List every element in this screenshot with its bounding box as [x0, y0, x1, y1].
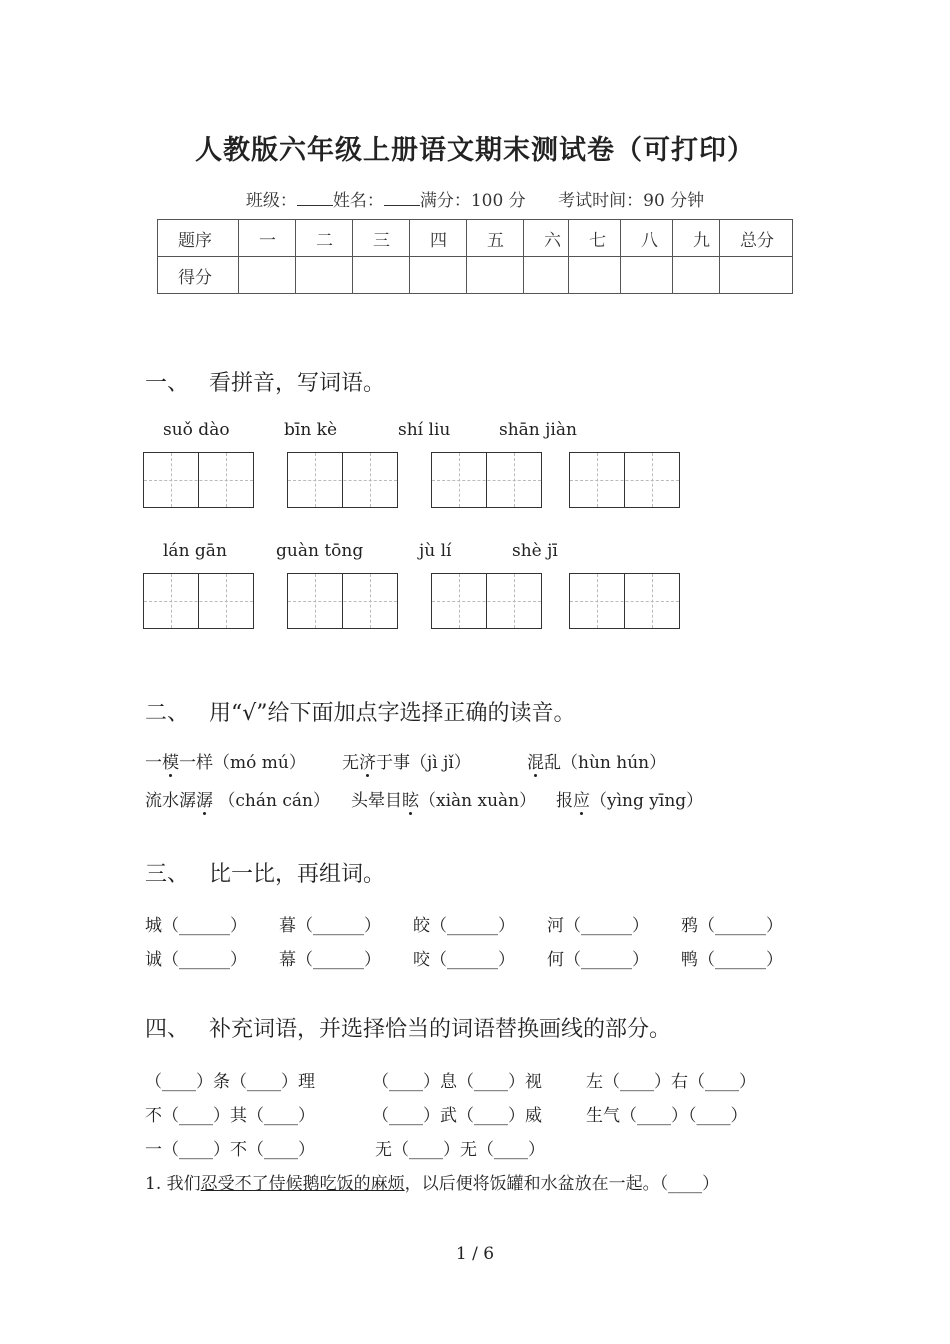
score-cell[interactable] [524, 257, 569, 294]
pinyin-label: lán gān [163, 541, 227, 561]
header-cell: 八 [621, 220, 673, 257]
word-pair-item[interactable]: 咬（______） [413, 950, 515, 970]
score-table-row [158, 257, 793, 294]
word-pair-item[interactable]: 鸭（______） [681, 950, 783, 970]
idiom-item[interactable]: 不（____）其（____） [145, 1106, 315, 1126]
header-cell: 九 [673, 220, 720, 257]
score-cell[interactable] [353, 257, 410, 294]
reading-item[interactable] [342, 748, 471, 773]
header-cell: 五 [467, 220, 524, 257]
reading-item[interactable] [556, 786, 703, 811]
score-table-header-row [158, 220, 793, 257]
word-pair-item[interactable]: 皎（______） [413, 916, 515, 936]
name-label: 姓名： [332, 191, 384, 211]
score-cell[interactable] [720, 257, 793, 294]
reading-item[interactable] [351, 786, 536, 811]
writing-grid[interactable] [143, 573, 254, 629]
word-part: 一 [145, 753, 162, 773]
header-cell: 一 [239, 220, 296, 257]
pinyin-label: jù lí [419, 541, 452, 561]
dotted-char: 眩 [402, 786, 419, 811]
score-cell[interactable] [621, 257, 673, 294]
word-pair-item[interactable]: 鸦（______） [681, 916, 783, 936]
score-cell[interactable] [239, 257, 296, 294]
row-label: 得分 [158, 257, 239, 294]
page-number: 1 / 6 [455, 1244, 495, 1264]
word-pair-item[interactable]: 城（______） [145, 916, 247, 936]
word-pair-item[interactable]: 河（______） [547, 916, 649, 936]
score-table [157, 219, 793, 294]
dotted-char: 模 [162, 748, 179, 773]
writing-grid[interactable] [143, 452, 254, 508]
pinyin-label: shè jī [512, 541, 558, 561]
writing-grid[interactable] [431, 452, 542, 508]
pinyin-label: guàn tōng [276, 541, 364, 561]
reading-options: （jì jǐ） [410, 753, 471, 773]
section-title: 用“√”给下面加点字选择正确的读音。 [209, 701, 576, 726]
header-cell: 二 [296, 220, 353, 257]
reading-item[interactable] [145, 748, 306, 773]
header-cell: 总分 [720, 220, 793, 257]
dotted-char: 潺 [196, 786, 213, 811]
reading-options: （yìng yīng） [590, 791, 704, 811]
section-3-heading [145, 857, 385, 888]
reading-item[interactable] [145, 786, 330, 811]
section-4-heading [145, 1012, 671, 1043]
writing-grid[interactable] [287, 452, 398, 508]
pinyin-label: shān jiàn [499, 420, 577, 440]
page-title: 人教版六年级上册语文期末测试卷（可打印） [195, 135, 755, 166]
reading-options: （chán cán） [218, 791, 330, 811]
word-part: 一样 [179, 753, 213, 773]
writing-grid[interactable] [569, 452, 680, 508]
word-part: 无 [342, 753, 359, 773]
score-cell[interactable] [569, 257, 621, 294]
dotted-char: 济 [359, 748, 376, 773]
word-part: 乱 [544, 753, 561, 773]
score-cell[interactable] [673, 257, 720, 294]
section-number: 四、 [145, 1017, 190, 1042]
exam-time: 考试时间：90 分钟 [558, 191, 705, 211]
section-title: 看拼音，写词语。 [209, 371, 386, 396]
header-cell: 题序 [158, 220, 239, 257]
score-cell[interactable] [410, 257, 467, 294]
header-cell: 四 [410, 220, 467, 257]
dotted-char: 应 [573, 786, 590, 811]
section-number: 三、 [145, 862, 190, 887]
header-cell: 六 [524, 220, 569, 257]
writing-grid[interactable] [431, 573, 542, 629]
idiom-item[interactable]: 左（____）右（____） [586, 1072, 756, 1092]
word-pair-item[interactable]: 暮（______） [279, 916, 381, 936]
idiom-item[interactable]: （____）条（____）理 [145, 1072, 315, 1092]
question-text: 1. 我们 [145, 1174, 201, 1194]
score-cell[interactable] [296, 257, 353, 294]
idiom-item[interactable]: （____）息（____）视 [372, 1072, 542, 1092]
pinyin-label: bīn kè [284, 420, 338, 440]
word-pair-item[interactable]: 何（______） [547, 950, 649, 970]
section-1-heading [145, 366, 385, 397]
name-blank[interactable] [384, 189, 420, 206]
reading-options: （hùn hún） [561, 753, 667, 773]
writing-grid[interactable] [287, 573, 398, 629]
idiom-item[interactable]: 生气（____）（____） [586, 1106, 748, 1126]
writing-grid[interactable] [569, 573, 680, 629]
question-text: ，以后便将饭罐和水盆放在一起。（____） [404, 1174, 720, 1194]
section-title: 比一比，再组词。 [209, 862, 386, 887]
header-cell: 七 [569, 220, 621, 257]
section-2-heading [145, 696, 576, 727]
word-part: 流水潺 [145, 791, 196, 811]
word-pair-item[interactable]: 诚（______） [145, 950, 247, 970]
header-cell: 三 [353, 220, 410, 257]
word-pair-item[interactable]: 幕（______） [279, 950, 381, 970]
score-cell[interactable] [467, 257, 524, 294]
reading-options: （mó mú） [213, 753, 306, 773]
pinyin-label: suǒ dào [163, 420, 230, 440]
idiom-item[interactable]: 无（____）无（____） [375, 1140, 545, 1160]
question-1[interactable] [145, 1169, 719, 1194]
idiom-item[interactable]: 一（____）不（____） [145, 1140, 315, 1160]
section-title: 补充词语，并选择恰当的词语替换画线的部分。 [209, 1017, 672, 1042]
word-part: 报 [556, 791, 573, 811]
section-number: 一、 [145, 371, 190, 396]
exam-info [0, 186, 950, 211]
word-part: 头晕目 [351, 791, 402, 811]
dotted-char: 混 [527, 748, 544, 773]
class-label: 班级： [245, 191, 297, 211]
full-score: 满分：100 分 [419, 191, 526, 211]
word-part: 于事 [376, 753, 410, 773]
reading-item[interactable] [527, 748, 666, 773]
class-blank[interactable] [297, 189, 333, 206]
underlined-phrase: 忍受不了侍候鹅吃饭的麻烦 [200, 1174, 405, 1194]
reading-options: （xiàn xuàn） [419, 791, 537, 811]
pinyin-label: shí liu [398, 420, 451, 440]
idiom-item[interactable]: （____）武（____）威 [372, 1106, 542, 1126]
section-number: 二、 [145, 701, 190, 726]
